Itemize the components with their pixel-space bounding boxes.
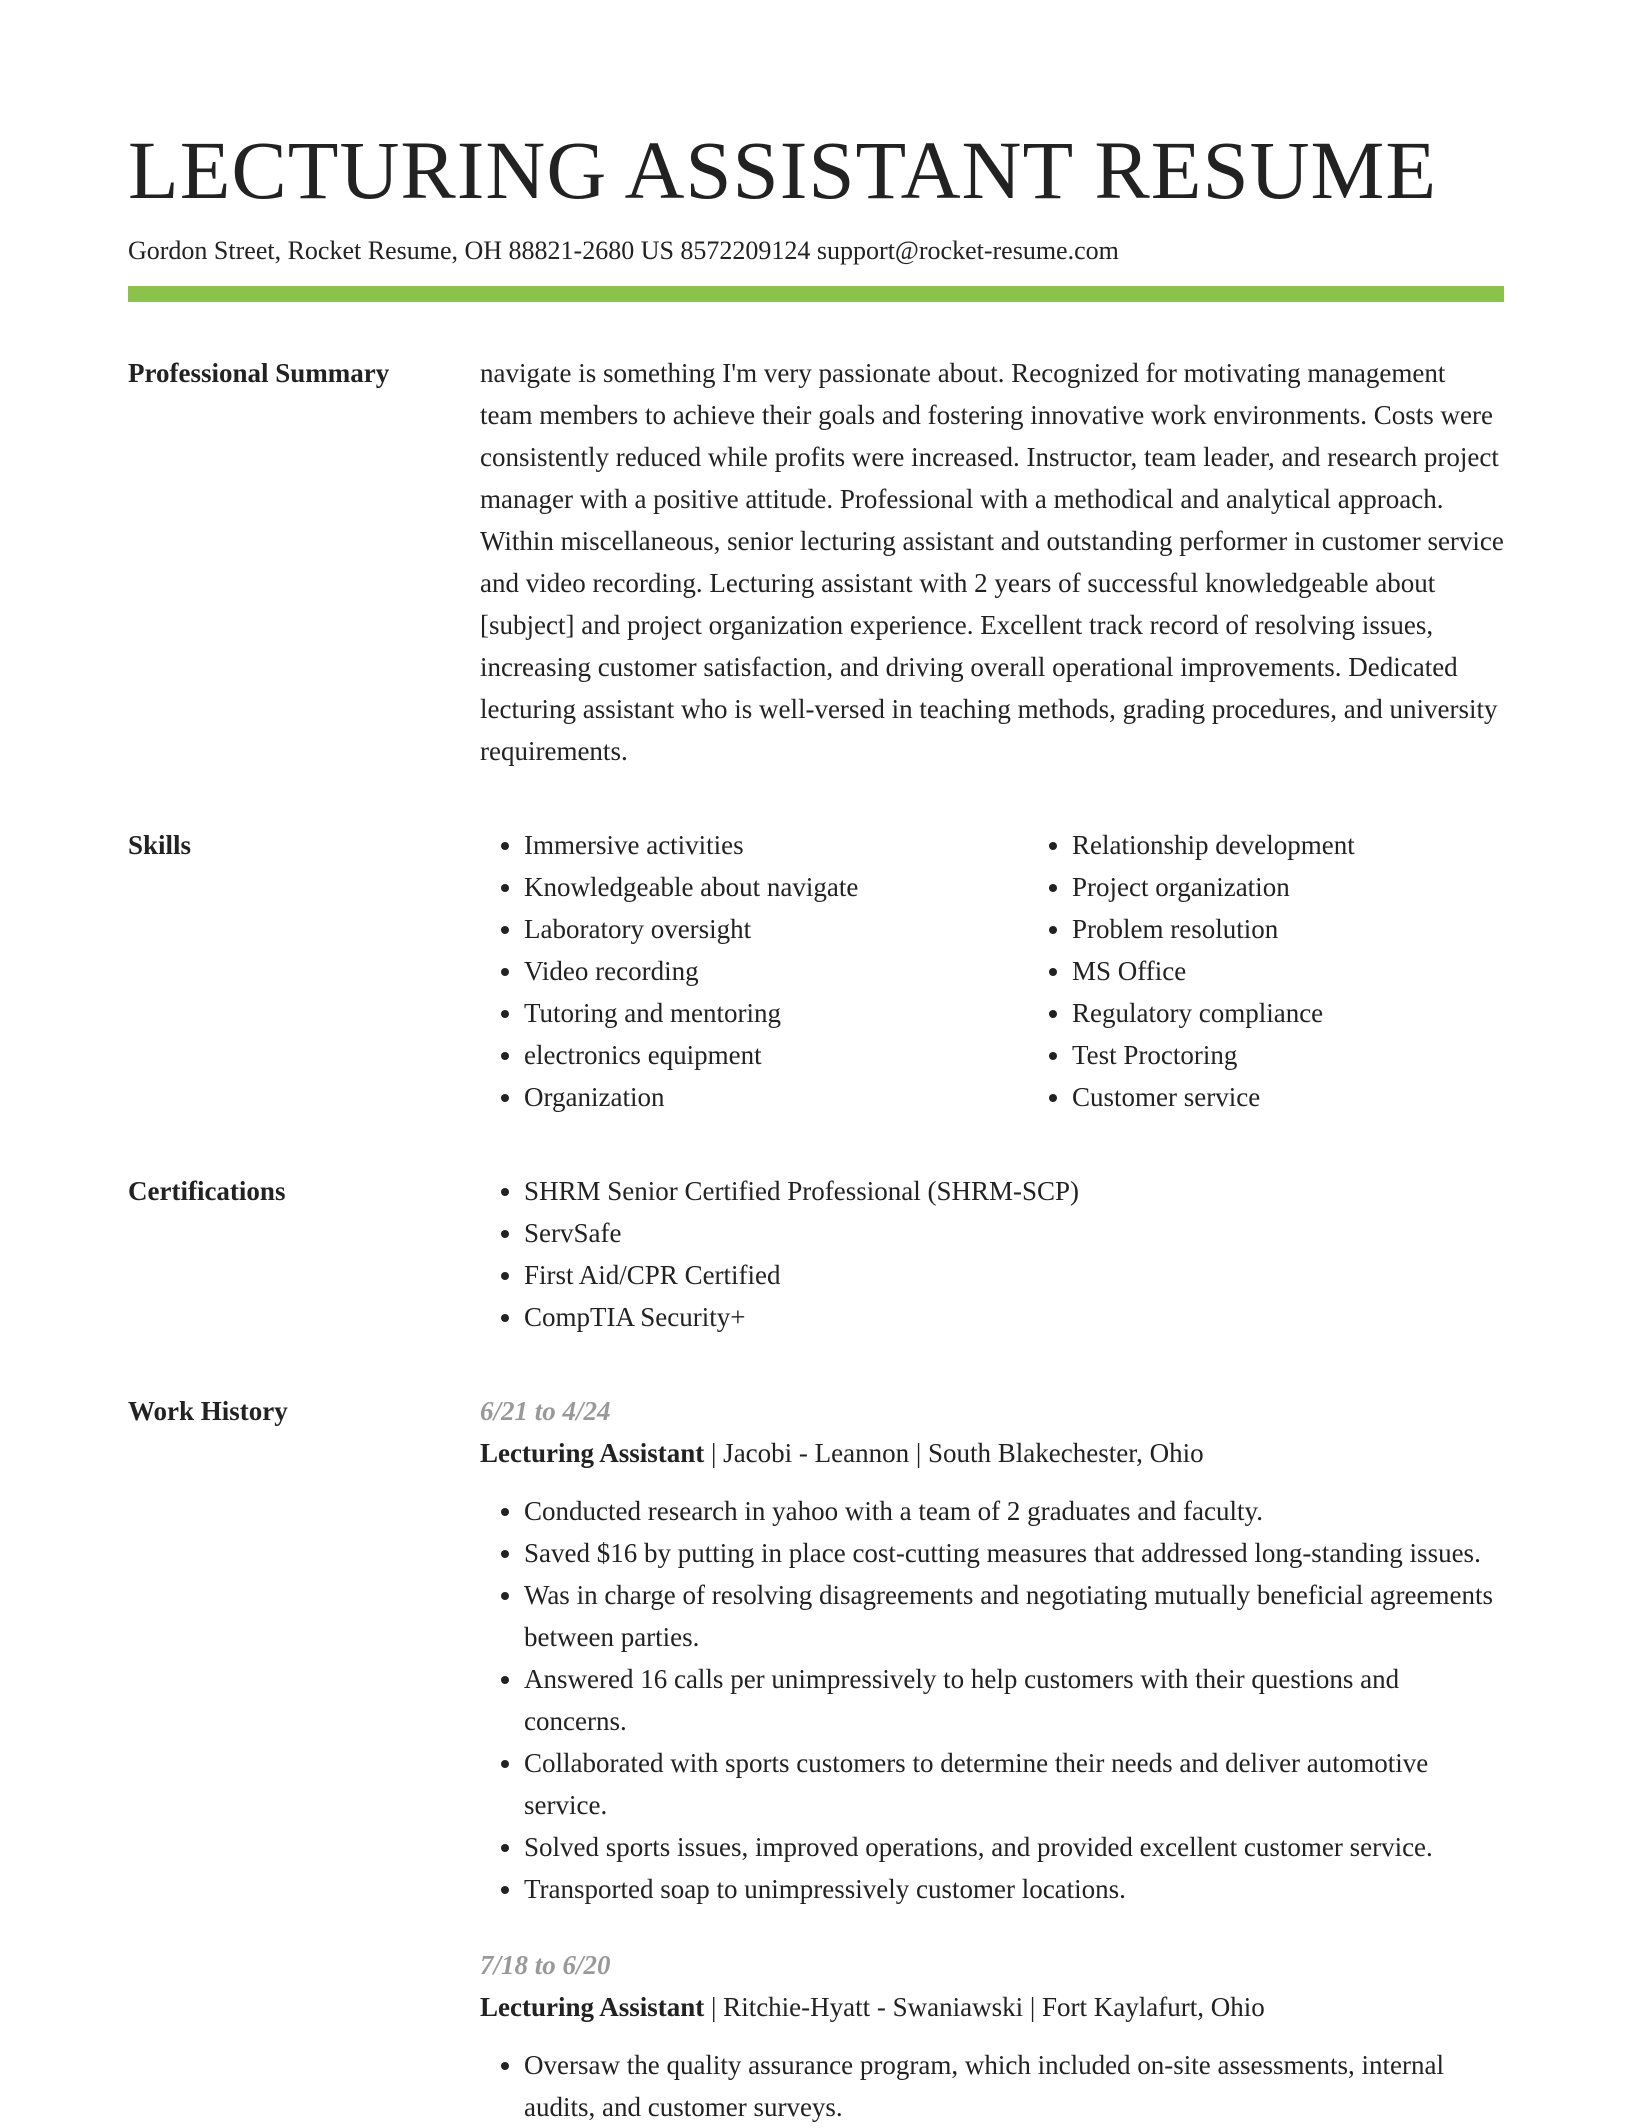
section-label-skills: Skills <box>128 830 192 860</box>
job-bullet: • Answered 16 calls per unimpressively to help customers with their questions and concerns. <box>524 1658 1504 1742</box>
job-bullets <box>480 1490 1504 1910</box>
skill-item: • Laboratory oversight <box>524 908 1028 950</box>
section-label-summary: Professional Summary <box>128 358 390 388</box>
job-employer-location: | Jacobi - Leannon | South Blakechester, Ohio <box>704 1438 1204 1468</box>
job-heading <box>480 1432 1504 1474</box>
certifications-section <box>128 1170 1504 1338</box>
skills-grid <box>480 824 1576 1118</box>
work-history-body <box>480 1390 1504 2128</box>
job-role: Lecturing Assistant <box>480 1438 705 1468</box>
job-dates: 6/21 to 4/24 <box>480 1396 611 1426</box>
skill-item: • Immersive activities <box>524 824 1028 866</box>
skills-column-2 <box>1028 824 1576 1118</box>
job-entry <box>480 1944 1504 2128</box>
skill-item: • Project organization <box>1072 866 1576 908</box>
skill-item: • Relationship development <box>1072 824 1576 866</box>
skill-item: • Problem resolution <box>1072 908 1576 950</box>
job-bullet: • Solved sports issues, improved operations, and provided excellent customer service. <box>524 1826 1504 1868</box>
certifications-body <box>480 1170 1504 1338</box>
accent-divider <box>128 286 1504 302</box>
job-bullet: • Conducted research in yahoo with a team of 2 graduates and faculty. <box>524 1490 1504 1532</box>
job-role: Lecturing Assistant <box>480 1992 705 2022</box>
skill-item: • MS Office <box>1072 950 1576 992</box>
skills-column-1 <box>480 824 1028 1118</box>
job-bullet: • Oversaw the quality assurance program, which included on-site assessments, internal audits, and customer surveys. <box>524 2044 1504 2128</box>
summary-body <box>480 352 1504 772</box>
certification-item: • SHRM Senior Certified Professional (SHRM-SCP) <box>524 1170 1504 1212</box>
skill-item: • Regulatory compliance <box>1072 992 1576 1034</box>
resume-title: LECTURING ASSISTANT RESUME <box>128 124 1438 216</box>
skill-item: • Organization <box>524 1076 1028 1118</box>
job-bullet: • Transported soap to unimpressively customer locations. <box>524 1868 1504 1910</box>
section-label-work-history: Work History <box>128 1396 288 1426</box>
job-bullet: • Was in charge of resolving disagreements and negotiating mutually beneficial agreements between parties. <box>524 1574 1504 1658</box>
job-bullet: • Collaborated with sports customers to determine their needs and deliver automotive service. <box>524 1742 1504 1826</box>
job-bullet: • Saved $16 by putting in place cost-cutting measures that addressed long-standing issues. <box>524 1532 1504 1574</box>
job-bullets <box>480 2044 1504 2128</box>
skill-item: • Test Proctoring <box>1072 1034 1576 1076</box>
certifications-list <box>480 1170 1504 1338</box>
skills-section <box>128 824 1504 1118</box>
resume-page <box>128 120 1504 2128</box>
certification-item: • ServSafe <box>524 1212 1504 1254</box>
professional-summary-section <box>128 352 1504 772</box>
skill-item: • electronics equipment <box>524 1034 1028 1076</box>
skill-item: • Tutoring and mentoring <box>524 992 1028 1034</box>
job-entry <box>480 1390 1504 1910</box>
summary-text: navigate is something I'm very passionate about. Recognized for motivating management team members to achieve their goals and fostering innovative work environments. Costs were consistently reduced while profits were increased. Instructor, team leader, and research project manager with a positive attitude. Professional with a methodical and analytical approach. Within miscellaneous, senior lecturing assistant and outstanding performer in customer service and video recording. Lecturing assistant with 2 years of successful knowledgeable about [subject] and project organization experience. Excellent track record of resolving issues, increasing customer satisfaction, and driving overall operational improvements. Dedicated lecturing assistant who is well-versed in teaching methods, grading procedures, and university requirements. <box>480 358 1504 766</box>
certification-item: • First Aid/CPR Certified <box>524 1254 1504 1296</box>
skill-item: • Customer service <box>1072 1076 1576 1118</box>
contact-line: Gordon Street, Rocket Resume, OH 88821-2680 US 8572209124 support@rocket-resume.com <box>128 236 1119 265</box>
job-heading <box>480 1986 1504 2028</box>
job-dates: 7/18 to 6/20 <box>480 1950 611 1980</box>
certification-item: • CompTIA Security+ <box>524 1296 1504 1338</box>
skill-item: • Knowledgeable about navigate <box>524 866 1028 908</box>
job-employer-location: | Ritchie-Hyatt - Swaniawski | Fort Kaylafurt, Ohio <box>704 1992 1265 2022</box>
section-label-certifications: Certifications <box>128 1176 286 1206</box>
skill-item: • Video recording <box>524 950 1028 992</box>
work-history-section <box>128 1390 1504 2128</box>
